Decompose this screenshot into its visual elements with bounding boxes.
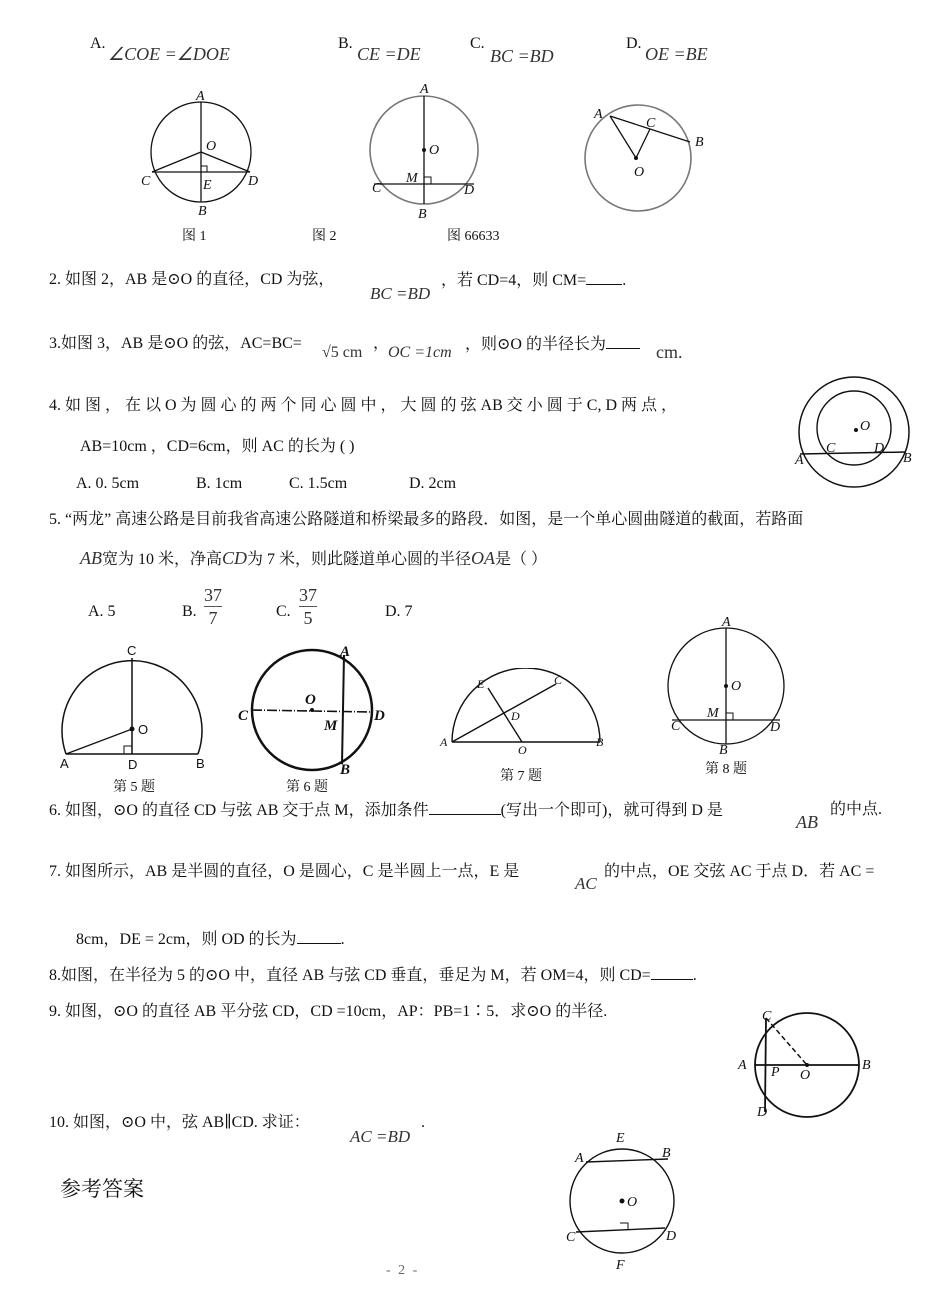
fig6-label-d: D bbox=[374, 708, 385, 724]
q4-option-d: D. 2cm bbox=[409, 475, 457, 492]
fig10-label-e: E bbox=[616, 1131, 625, 1146]
fig8-label-m: M bbox=[707, 706, 719, 721]
q2-text-b: ，若 CD=4，则 CM= bbox=[441, 272, 587, 289]
q1-option-c-label: C. bbox=[470, 35, 485, 52]
q4-option-c: C. 1.5cm bbox=[289, 475, 348, 492]
fig5-label-c: C bbox=[127, 643, 137, 658]
fig7-label-a: A bbox=[440, 735, 448, 749]
fig1-label-b: B bbox=[198, 204, 207, 219]
q10-text-a: 10. 如图，⊙O 中，弦 AB∥CD. 求证： bbox=[49, 1114, 310, 1131]
q5-option-a: A. 5 bbox=[88, 603, 116, 620]
fig1-label-a: A bbox=[196, 89, 205, 104]
fig1-label-e: E bbox=[203, 178, 212, 193]
q5-ab: AB bbox=[80, 548, 102, 568]
fig10-label-o: O bbox=[627, 1195, 638, 1210]
q6-answer-blank[interactable] bbox=[429, 800, 501, 815]
q1-option-a: A. bbox=[90, 35, 106, 52]
q3-unit: cm. bbox=[656, 342, 683, 362]
q5-option-c-label: C. bbox=[276, 603, 291, 620]
fig4-label-a: A bbox=[795, 453, 804, 468]
caption-figure-1: 图 1 bbox=[182, 229, 207, 244]
q7-answer-blank[interactable] bbox=[297, 929, 341, 944]
caption-figure-2: 图 2 bbox=[312, 229, 337, 244]
fig8-label-o: O bbox=[731, 679, 742, 694]
caption-question-8: 第 8 题 bbox=[705, 762, 747, 777]
question-8: 8.如图，在半径为 5 的⊙O 中，直径 AB 与弦 CD 垂直，垂足为 M，若 OM=4，则 CD= . bbox=[49, 967, 697, 984]
q2-text-a: 2. 如图 2，AB 是⊙O 的直径，CD 为弦， bbox=[49, 271, 335, 288]
q4-option-a: A. 0. 5cm bbox=[76, 475, 140, 492]
figure-9-diagram bbox=[734, 1008, 884, 1128]
fig9-label-p: P bbox=[771, 1065, 780, 1080]
fig5-label-b: B bbox=[196, 756, 205, 771]
q1-option-b-label: B. bbox=[338, 35, 353, 52]
fig8-label-d: D bbox=[770, 720, 781, 735]
fig7-label-e: E bbox=[477, 677, 485, 691]
fig5-label-o: O bbox=[138, 722, 149, 737]
q6-arc-ab: AB bbox=[796, 812, 818, 832]
fig3-label-b: B bbox=[695, 135, 704, 150]
figure-4-diagram bbox=[790, 372, 920, 492]
figure-1-diagram bbox=[135, 82, 275, 222]
q8-answer-blank[interactable] bbox=[651, 965, 693, 980]
caption-figure-3: 图 66633 bbox=[447, 229, 500, 244]
fig9-label-c: C bbox=[762, 1009, 772, 1024]
fig2-label-m: M bbox=[406, 171, 418, 186]
question-9: 9. 如图，⊙O 的直径 AB 平分弦 CD，CD =10cm，AP：PB=1∶5．求⊙O 的半径. bbox=[49, 1003, 608, 1020]
fig2-label-o: O bbox=[429, 143, 440, 158]
q7-arc-ac: AC bbox=[575, 874, 597, 893]
answers-heading: 参考答案 bbox=[60, 1177, 144, 1201]
fig1-label-o: O bbox=[206, 139, 217, 154]
fig2-label-c: C bbox=[372, 181, 382, 196]
figure-10-diagram bbox=[562, 1126, 687, 1276]
caption-question-7: 第 7 题 bbox=[500, 769, 542, 784]
question-6 bbox=[49, 800, 723, 821]
fig7-label-c: C bbox=[554, 673, 563, 687]
question-2 bbox=[49, 270, 334, 290]
q5-option-b-label: B. bbox=[182, 603, 197, 620]
q3-text-a: 3.如图 3，AB 是⊙O 的弦，AC=BC= bbox=[49, 335, 302, 352]
fig4-label-c: C bbox=[826, 441, 836, 456]
figure-3-diagram bbox=[580, 102, 710, 217]
fig10-label-b: B bbox=[662, 1146, 671, 1161]
fig8-label-b: B bbox=[719, 743, 728, 758]
fig9-label-o: O bbox=[800, 1068, 811, 1083]
fig6-label-m: M bbox=[324, 718, 338, 734]
fig1-label-c: C bbox=[141, 174, 151, 189]
q6-text-c: 的中点. bbox=[830, 801, 883, 818]
q6-text-a: 6. 如图，⊙O 的直径 CD 与弦 AB 交于点 M，添加条件 bbox=[49, 802, 429, 819]
fig4-label-b: B bbox=[903, 451, 912, 466]
fig10-label-a: A bbox=[575, 1151, 584, 1166]
q5-line-2: AB宽为 10 米，净高CD为 7 米，则此隧道单心圆的半径OA是（ ） bbox=[80, 548, 548, 568]
q3-answer-blank[interactable] bbox=[606, 334, 640, 349]
fig9-label-d: D bbox=[757, 1105, 768, 1120]
figure-2-diagram bbox=[360, 80, 490, 225]
figure-5-diagram bbox=[52, 640, 222, 775]
q2-answer-blank[interactable] bbox=[586, 270, 622, 285]
q3-text-b-wrap bbox=[465, 334, 640, 355]
q4-option-b: B. 1cm bbox=[196, 475, 243, 492]
fig1-label-d: D bbox=[248, 174, 259, 189]
caption-question-6: 第 6 题 bbox=[286, 780, 328, 795]
fig9-label-b: B bbox=[862, 1058, 871, 1073]
q7-text-b: 的中点，OE 交弦 AC 于点 D．若 AC = bbox=[604, 863, 875, 880]
fig5-label-a: A bbox=[60, 756, 69, 771]
fig3-label-o: O bbox=[634, 165, 645, 180]
q5-option-b-fraction: $\frac{37}{7}$ bbox=[204, 585, 222, 628]
q5-option-d: D. 7 bbox=[385, 603, 413, 620]
fig6-label-b: B bbox=[340, 762, 351, 778]
q7-line-2: 8cm，DE = 2cm，则 OD 的长为 . bbox=[76, 931, 345, 948]
fig9-label-a: A bbox=[738, 1058, 747, 1073]
q1-option-d-math: OE =BE bbox=[645, 44, 708, 64]
q5-oa: OA bbox=[471, 548, 496, 568]
fig10-label-c: C bbox=[566, 1230, 576, 1245]
q3-sep: ， bbox=[373, 335, 390, 352]
q1-option-d-label: D. bbox=[626, 35, 642, 52]
fig5-label-d: D bbox=[128, 757, 138, 772]
fig4-label-o: O bbox=[860, 419, 871, 434]
fig10-label-f: F bbox=[616, 1258, 625, 1273]
figure-8-diagram bbox=[660, 612, 795, 760]
fig3-label-a: A bbox=[594, 107, 603, 122]
fig8-label-c: C bbox=[671, 719, 681, 734]
fig10-label-d: D bbox=[666, 1229, 677, 1244]
fig8-label-a: A bbox=[722, 615, 731, 630]
q1-option-c-math: BC =BD bbox=[490, 46, 554, 66]
q5-cd: CD bbox=[222, 548, 248, 568]
q7-text-a: 7. 如图所示，AB 是半圆的直径，O 是圆心，C 是半圆上一点，E 是 bbox=[49, 863, 520, 880]
q3-text-b: ，则⊙O 的半径长为 bbox=[465, 336, 606, 353]
q1-option-b-math: CE =DE bbox=[357, 44, 421, 64]
fig2-label-d: D bbox=[464, 183, 475, 198]
q3-oc-equation: OC =1cm bbox=[388, 344, 452, 361]
q2-text-b-wrap: ，若 CD=4，则 CM= . bbox=[441, 272, 627, 289]
q6-text-b: (写出一个即可)，就可得到 D 是 bbox=[500, 802, 723, 819]
figure-7-diagram bbox=[436, 668, 616, 758]
q4-line-2: AB=10cm ，CD=6cm，则 AC 的长为 ( ) bbox=[80, 438, 355, 455]
caption-question-5: 第 5 题 bbox=[113, 780, 155, 795]
q5-option-c-fraction: $\frac{37}{5}$ bbox=[299, 585, 317, 628]
fig7-label-b: B bbox=[596, 735, 604, 749]
q10-arc-equation: AC =BD bbox=[350, 1127, 411, 1146]
q1-option-a-math: ∠COE =∠DOE bbox=[108, 44, 230, 64]
fig4-label-d: D bbox=[874, 441, 885, 456]
figure-6-diagram bbox=[238, 640, 388, 780]
q3-sqrt-value: √5 cm bbox=[322, 344, 363, 361]
q4-line-1: 4. 如 图 ， 在 以 O 为 圆 心 的 两 个 同 心 圆 中 ， 大 圆 的 弦 AB 交 小 圆 于 C, D 两 点 ， bbox=[49, 397, 678, 414]
fig2-label-b: B bbox=[418, 207, 427, 222]
fig6-label-c: C bbox=[238, 708, 249, 724]
q2-arc-equation: BC =BD bbox=[370, 284, 431, 303]
q5-line-1: 5. “两龙” 高速公路是目前我省高速公路隧道和桥梁最多的路段．如图，是一个单心圆曲隧道的截面，若路面 bbox=[49, 511, 804, 528]
fig6-label-o: O bbox=[305, 692, 316, 708]
fig3-label-c: C bbox=[646, 116, 656, 131]
page-number: - 2 - bbox=[386, 1263, 420, 1278]
fig7-label-o: O bbox=[518, 743, 527, 757]
fig2-label-a: A bbox=[420, 82, 429, 97]
fig7-label-d: D bbox=[511, 709, 520, 723]
q10-end: . bbox=[421, 1114, 425, 1131]
fig6-label-a: A bbox=[340, 644, 351, 660]
